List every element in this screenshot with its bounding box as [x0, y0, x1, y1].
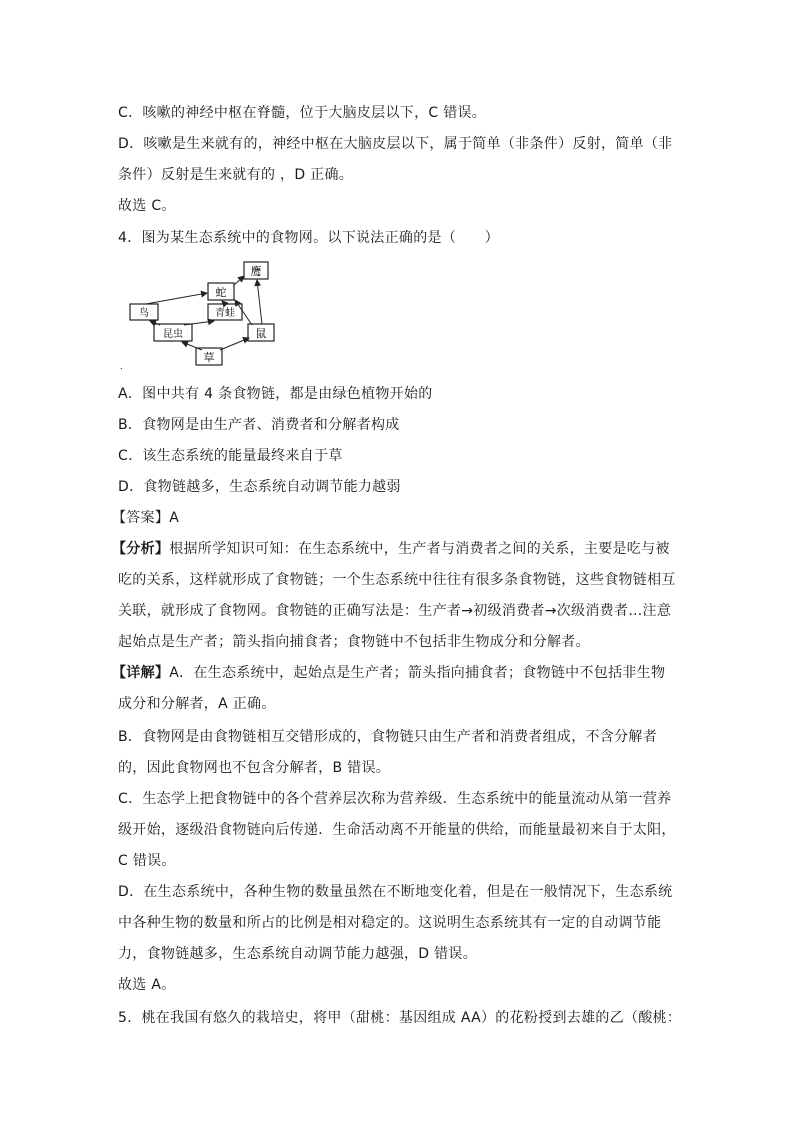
detail-d-line3: 力，食物链越多，生态系统自动调节能力越强，D 错误。: [118, 946, 478, 962]
detail-a-line1: [112, 663, 665, 683]
arrow-bird-snake: [146, 293, 207, 304]
detail-c-line2: 级开始，逐级沿食物链向后传递．生命活动离不开能量的供给，而能量最初来自于太阳，: [118, 822, 676, 838]
question4-option-a: A．图中共有 4 条食物链，都是由绿色植物开始的: [118, 386, 433, 402]
bird-label: 鸟: [139, 308, 149, 319]
question4-option-b: B．食物网是由生产者、消费者和分解者构成: [118, 417, 400, 433]
diagram-footnote-mark: .: [120, 362, 123, 370]
analysis-line4: 起始点是生产者；箭头指向捕食者；食物链中不包括非生物成分和分解者。: [118, 634, 590, 650]
prev-option-d-line2: 条件）反射是生来就有的 ，D 正确。: [118, 167, 354, 183]
prev-conclusion: 故选 C。: [118, 198, 176, 214]
question4-stem: 4．图为某生态系统中的食物网。以下说法正确的是（ ）: [118, 230, 500, 246]
prev-option-c: C．咳嗽的神经中枢在脊髓，位于大脑皮层以下，C 错误。: [118, 105, 487, 121]
grass-label: 草: [203, 351, 215, 364]
analysis-line2: 吃的关系，这样就形成了食物链；一个生态系统中往往有很多条食物链，这些食物链相互: [118, 572, 676, 588]
food-web-diagram: [118, 258, 288, 370]
detail-a-text-1: A．在生态系统中，起始点是生产者；箭头指向捕食者；食物链中不包括非生物: [169, 665, 666, 681]
answer-line: 【答案】A: [112, 510, 180, 526]
arrow-mouse-eagle: [257, 280, 262, 324]
detail-a-line2: 成分和分解者，A 正确。: [118, 696, 276, 712]
question4-conclusion: 故选 A。: [118, 977, 176, 993]
analysis-text-1: 根据所学知识可知：在生态系统中，生产者与消费者之间的关系，主要是吃与被: [169, 541, 670, 557]
detail-label: 【详解】: [112, 665, 170, 681]
arrow-insect-frog: [184, 321, 214, 325]
eagle-label: 鹰: [250, 265, 262, 278]
arrow-snake-eagle: [234, 276, 244, 285]
question4-option-c: C．该生态系统的能量最终来自于草: [118, 448, 343, 464]
frog-label: 青蛙: [215, 308, 235, 319]
arrow-grass-insect: [182, 342, 202, 350]
detail-d-line2: 中各种生物的数量和所占的比例是相对稳定的。这说明生态系统其有一定的自动调节能: [118, 915, 662, 931]
detail-c-line1: C．生态学上把食物链中的各个营养层次称为营养级．生态系统中的能量流动从第一营养: [118, 791, 672, 807]
question5-stem: 5．桃在我国有悠久的栽培史，将甲（甜桃：基因组成 AA）的花粉授到去雄的乙（酸桃：: [118, 1010, 682, 1026]
arrow-grass-mouse: [220, 338, 249, 350]
analysis-line1: [112, 539, 670, 559]
analysis-line3: 关联，就形成了食物网。食物链的正确写法是：生产者→初级消费者→次级消费者…注意: [118, 603, 672, 619]
question4-option-d: D．食物链越多，生态系统自动调节能力越弱: [118, 479, 401, 495]
detail-b-line2: 的，因此食物网也不包含分解者，B 错误。: [118, 760, 391, 776]
detail-c-line3: C 错误。: [118, 853, 176, 869]
insect-label: 昆虫: [163, 329, 183, 340]
prev-option-d-line1: D．咳嗽是生来就有的，神经中枢在大脑皮层以下，属于简单（非条件）反射，简单（非: [118, 136, 673, 152]
detail-d-line1: D．在生态系统中，各种生物的数量虽然在不断地变化着，但是在一般情况下，生态系统: [118, 884, 673, 900]
analysis-label: 【分析】: [112, 541, 170, 557]
mouse-label: 鼠: [255, 327, 267, 340]
snake-label: 蛇: [215, 286, 227, 299]
detail-b-line1: B．食物网是由食物链相互交错形成的，食物链只由生产者和消费者组成，不含分解者: [118, 729, 658, 745]
